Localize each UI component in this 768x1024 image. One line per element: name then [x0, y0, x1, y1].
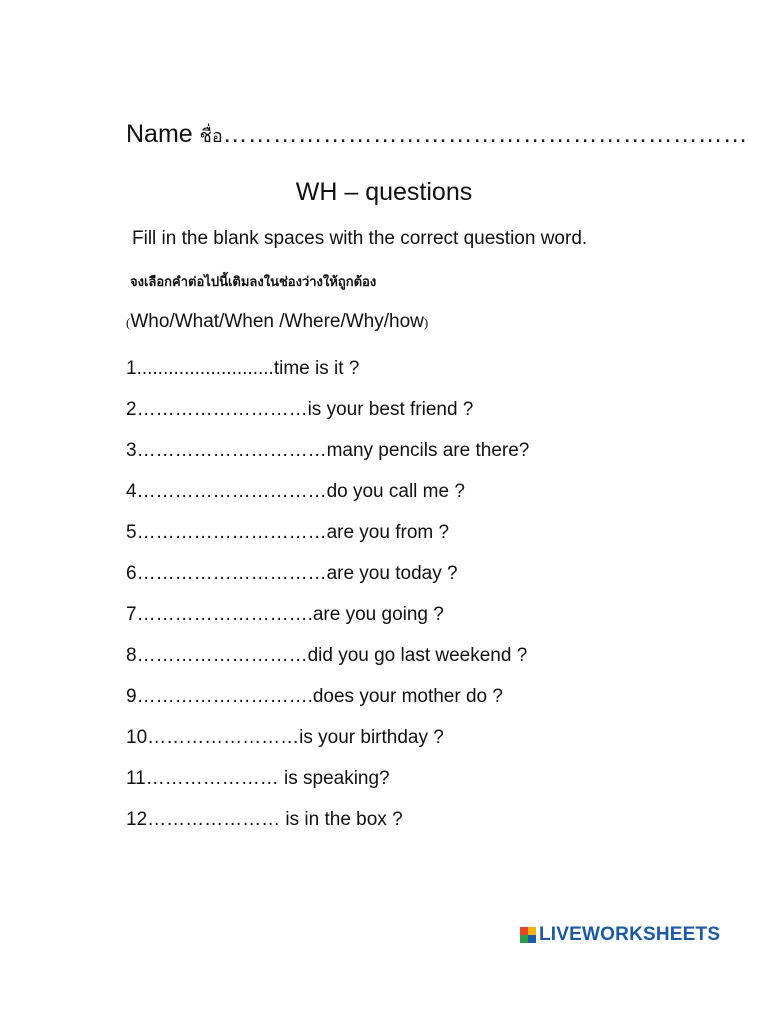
logo-square-red [520, 927, 528, 935]
question-list [126, 356, 529, 848]
question-item[interactable]: 7……………………….are you going ? [126, 604, 444, 625]
name-label: Name [126, 120, 193, 148]
word-bank-close-paren: ) [423, 315, 429, 330]
question-item[interactable]: 3…………………………many pencils are there? [126, 440, 530, 461]
question-item[interactable]: 12………………… is in the box ? [126, 809, 403, 830]
liveworksheets-logo-icon [520, 927, 536, 943]
question-item[interactable]: 1..........................time is it ? [126, 358, 360, 379]
question-item[interactable]: 2………………………is your best friend ? [126, 399, 474, 420]
name-blank[interactable]: ……………………………………………………… [222, 120, 748, 148]
logo-square-yellow [528, 927, 536, 935]
worksheet-title-text: WH – questions [295, 178, 473, 206]
name-label-thai: ชื่อ [199, 126, 223, 147]
question-item[interactable]: 10……………………is your birthday ? [126, 727, 444, 748]
question-item[interactable]: 9……………………….does your mother do ? [126, 686, 503, 707]
instruction-text-thai: จงเลือกคำต่อไปนี้เติมลงในช่องว่างให้ถูกต้อง [130, 275, 377, 290]
name-line [126, 120, 748, 150]
question-item[interactable]: 4…………………………do you call me ? [126, 481, 465, 502]
question-item[interactable]: 11………………… is speaking? [126, 768, 390, 789]
instruction-text: Fill in the blank spaces with the correct question word. [132, 228, 588, 249]
liveworksheets-logo-text: LIVEWORKSHEETS [539, 924, 721, 945]
liveworksheets-logo [520, 924, 720, 946]
question-item[interactable]: 6…………………………are you today ? [126, 563, 458, 584]
question-item[interactable]: 5…………………………are you from ? [126, 522, 450, 543]
word-bank-open-paren: ( [126, 315, 131, 330]
worksheet-title [0, 178, 768, 207]
logo-square-blue [528, 935, 536, 943]
word-bank-words: Who/What/When /Where/Why/how [130, 311, 424, 332]
question-item[interactable]: 8………………………did you go last weekend ? [126, 645, 528, 666]
logo-square-green [520, 935, 528, 943]
word-bank [126, 311, 428, 333]
